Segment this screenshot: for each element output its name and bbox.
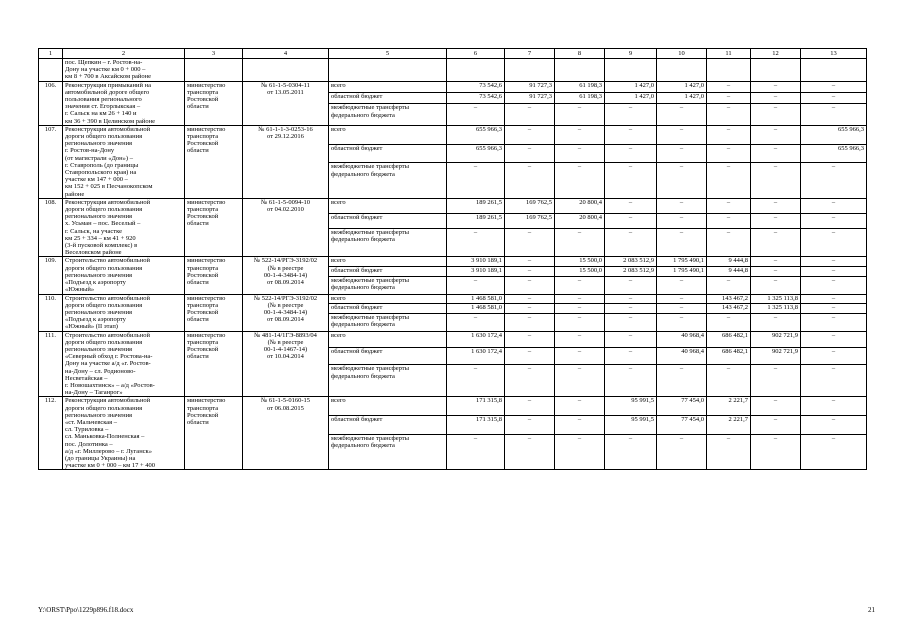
amount-cell: – <box>605 276 657 294</box>
empty-cell <box>751 59 801 82</box>
document-path: Y:\ORST\Ppo\1229p896.f18.docx <box>38 606 134 614</box>
amount-cell: 20 800,4 <box>555 213 605 228</box>
amount-cell: 655 966,3 <box>801 125 867 144</box>
amount-cell: – <box>447 163 505 198</box>
amount-cell: 189 261,5 <box>447 213 505 228</box>
amount-cell: – <box>707 213 751 228</box>
amount-cell: – <box>801 331 867 348</box>
amount-cell: – <box>801 365 867 397</box>
amount-cell: – <box>801 276 867 294</box>
amount-cell: 61 198,3 <box>555 93 605 104</box>
amount-cell: – <box>447 229 505 257</box>
funding-source: областной бюджет <box>329 144 447 163</box>
row-number <box>39 59 63 82</box>
amount-cell: 143 467,2 <box>707 294 751 304</box>
row-number: 109. <box>39 257 63 294</box>
header-cell: 8 <box>555 49 605 59</box>
amount-cell: – <box>707 163 751 198</box>
header-cell: 4 <box>243 49 329 59</box>
responsible-ministry: министерство транспорта Ростовской области <box>185 81 243 125</box>
continuation-row <box>39 59 867 82</box>
empty-cell <box>605 59 657 82</box>
amount-cell: 1 630 172,4 <box>447 348 505 365</box>
amount-cell: – <box>505 397 555 416</box>
amount-cell: – <box>505 257 555 267</box>
amount-cell: – <box>447 276 505 294</box>
funding-source: областной бюджет <box>329 267 447 277</box>
amount-cell: – <box>707 435 751 470</box>
amount-cell: – <box>751 93 801 104</box>
empty-cell <box>329 59 447 82</box>
amount-cell: – <box>707 313 751 331</box>
amount-cell: – <box>707 144 751 163</box>
amount-cell: – <box>751 198 801 213</box>
amount-cell: – <box>447 104 505 125</box>
amount-cell: – <box>657 294 707 304</box>
amount-cell: – <box>555 104 605 125</box>
amount-cell: – <box>555 144 605 163</box>
row-number: 106. <box>39 81 63 125</box>
amount-cell: 9 444,8 <box>707 257 751 267</box>
amount-cell: – <box>505 304 555 314</box>
amount-cell: – <box>505 144 555 163</box>
amount-cell: – <box>707 93 751 104</box>
project-name: Реконструкция автомобильной дороги общего пользования регионального значения х. Усьман – пос. Веселый – г. Сальск, на участке км 25 + 334 – км 41 + 920 (3-й пусковой комплекс) в Веселовском районе <box>63 198 185 257</box>
amount-cell: – <box>505 313 555 331</box>
amount-cell: 1 427,0 <box>657 81 707 92</box>
amount-cell: – <box>605 104 657 125</box>
amount-cell: 1 795 490,1 <box>657 267 707 277</box>
funding-source: межбюджетные трансферты федерального бюджета <box>329 104 447 125</box>
amount-cell: – <box>801 397 867 416</box>
header-cell: 13 <box>801 49 867 59</box>
amount-cell: – <box>605 213 657 228</box>
empty-cell <box>447 59 505 82</box>
amount-cell: 171 315,8 <box>447 416 505 435</box>
amount-cell: – <box>555 276 605 294</box>
amount-cell: – <box>751 163 801 198</box>
amount-cell: 1 468 581,0 <box>447 304 505 314</box>
amount-cell: – <box>751 416 801 435</box>
project-row <box>39 331 867 348</box>
amount-cell: 902 721,9 <box>751 331 801 348</box>
header-cell: 2 <box>63 49 185 59</box>
amount-cell: 1 427,0 <box>605 93 657 104</box>
amount-cell: – <box>657 163 707 198</box>
table-body <box>39 59 867 470</box>
amount-cell: 655 966,3 <box>447 144 505 163</box>
amount-cell: 77 454,0 <box>657 416 707 435</box>
amount-cell: – <box>505 416 555 435</box>
funding-source: всего <box>329 125 447 144</box>
empty-cell <box>801 59 867 82</box>
amount-cell: – <box>657 313 707 331</box>
amount-cell: 2 083 512,9 <box>605 267 657 277</box>
header-cell: 3 <box>185 49 243 59</box>
row-number: 112. <box>39 397 63 470</box>
empty-cell <box>185 59 243 82</box>
approval-document: № 522-14/РГЭ-3192/02 (№ в реестре 00-1-4-3484-14) от 08.09.2014 <box>243 294 329 331</box>
approval-document: № 61-1-1-3-0253-16 от 29.12.2016 <box>243 125 329 198</box>
amount-cell: – <box>555 435 605 470</box>
amount-cell: – <box>447 435 505 470</box>
amount-cell: – <box>751 104 801 125</box>
amount-cell: – <box>751 257 801 267</box>
amount-cell: – <box>751 397 801 416</box>
funding-source: областной бюджет <box>329 93 447 104</box>
amount-cell: – <box>801 304 867 314</box>
amount-cell: 15 500,0 <box>555 257 605 267</box>
amount-cell: – <box>505 348 555 365</box>
amount-cell: – <box>447 365 505 397</box>
amount-cell: – <box>505 104 555 125</box>
page-number: 21 <box>868 606 875 614</box>
amount-cell: 1 325 113,8 <box>751 304 801 314</box>
amount-cell: 655 966,3 <box>447 125 505 144</box>
empty-cell <box>555 59 605 82</box>
funding-source: межбюджетные трансферты федерального бюджета <box>329 229 447 257</box>
approval-document: № 61-1-5-0160-15 от 06.08.2015 <box>243 397 329 470</box>
amount-cell: – <box>751 81 801 92</box>
project-name: пос. Щепкин – г. Ростов-на- Дону на участке км 0 + 000 – км 8 + 700 в Аксайском районе <box>63 59 185 82</box>
amount-cell: – <box>555 397 605 416</box>
funding-source: областной бюджет <box>329 348 447 365</box>
amount-cell: 1 468 581,0 <box>447 294 505 304</box>
amount-cell: – <box>707 229 751 257</box>
empty-cell <box>243 59 329 82</box>
amount-cell: 171 315,8 <box>447 397 505 416</box>
amount-cell: – <box>605 435 657 470</box>
amount-cell: – <box>801 348 867 365</box>
amount-cell: – <box>751 229 801 257</box>
amount-cell: – <box>657 213 707 228</box>
funding-source: межбюджетные трансферты федерального бюджета <box>329 435 447 470</box>
amount-cell: – <box>707 198 751 213</box>
amount-cell: – <box>751 144 801 163</box>
header-cell: 1 <box>39 49 63 59</box>
header-cell: 7 <box>505 49 555 59</box>
amount-cell: – <box>505 125 555 144</box>
row-number: 108. <box>39 198 63 257</box>
amount-cell: – <box>801 213 867 228</box>
amount-cell: – <box>707 365 751 397</box>
project-row <box>39 257 867 267</box>
amount-cell: – <box>801 257 867 267</box>
amount-cell: 655 966,3 <box>801 144 867 163</box>
responsible-ministry: министерство транспорта Ростовской области <box>185 331 243 397</box>
row-number: 111. <box>39 331 63 397</box>
amount-cell: – <box>801 229 867 257</box>
amount-cell: – <box>505 163 555 198</box>
amount-cell: 9 444,8 <box>707 267 751 277</box>
amount-cell: – <box>555 348 605 365</box>
amount-cell: – <box>801 81 867 92</box>
amount-cell: – <box>555 125 605 144</box>
header-cell: 10 <box>657 49 707 59</box>
approval-document: № 481-14/1ГЭ-8893/04 (№ в реестре 00-1-4-1467-14) от 10.04.2014 <box>243 331 329 397</box>
project-name: Строительство автомобильной дороги общего пользования регионального значения «Подъезд к аэропорту «Южный» <box>63 257 185 294</box>
amount-cell: 95 991,5 <box>605 416 657 435</box>
amount-cell: – <box>605 198 657 213</box>
amount-cell: – <box>505 276 555 294</box>
amount-cell: – <box>801 435 867 470</box>
responsible-ministry: министерство транспорта Ростовской области <box>185 397 243 470</box>
amount-cell: – <box>707 125 751 144</box>
amount-cell: – <box>801 104 867 125</box>
header-cell: 6 <box>447 49 505 59</box>
amount-cell: – <box>605 229 657 257</box>
amount-cell: 2 083 512,9 <box>605 257 657 267</box>
amount-cell: – <box>801 313 867 331</box>
project-row <box>39 294 867 304</box>
amount-cell: – <box>751 435 801 470</box>
amount-cell: 686 482,1 <box>707 331 751 348</box>
funding-source: всего <box>329 81 447 92</box>
amount-cell: – <box>657 435 707 470</box>
amount-cell: – <box>555 229 605 257</box>
project-name: Реконструкция автомобильной дороги общего пользования регионального значения г. Ростов-на-Дону (от магистрали «Дон») – г. Ставрополь (до границы Ставропольского края) на участке км 147 + 000 – км 152 + 025 в Песчанокопском районе <box>63 125 185 198</box>
project-row <box>39 397 867 416</box>
amount-cell: – <box>605 294 657 304</box>
amount-cell: 1 427,0 <box>657 93 707 104</box>
amount-cell: 2 221,7 <box>707 397 751 416</box>
amount-cell: – <box>801 416 867 435</box>
approval-document: № 61-1-5-0094-10 от 04.02.2010 <box>243 198 329 257</box>
funding-source: областной бюджет <box>329 416 447 435</box>
amount-cell: – <box>605 313 657 331</box>
amount-cell: – <box>801 294 867 304</box>
funding-source: всего <box>329 331 447 348</box>
amount-cell: – <box>657 144 707 163</box>
funding-source: межбюджетные трансферты федерального бюджета <box>329 276 447 294</box>
funding-source: всего <box>329 198 447 213</box>
funding-source: всего <box>329 397 447 416</box>
amount-cell: – <box>555 365 605 397</box>
amount-cell: – <box>801 198 867 213</box>
responsible-ministry: министерство транспорта Ростовской области <box>185 198 243 257</box>
amount-cell: – <box>751 267 801 277</box>
funding-source: всего <box>329 257 447 267</box>
amount-cell: – <box>707 104 751 125</box>
header-cell: 12 <box>751 49 801 59</box>
amount-cell: – <box>555 163 605 198</box>
header-cell: 5 <box>329 49 447 59</box>
amount-cell: – <box>555 416 605 435</box>
amount-cell: 40 968,4 <box>657 331 707 348</box>
amount-cell: – <box>555 313 605 331</box>
amount-cell: – <box>657 276 707 294</box>
amount-cell: – <box>505 229 555 257</box>
amount-cell: – <box>751 213 801 228</box>
amount-cell: – <box>801 93 867 104</box>
amount-cell: 15 500,0 <box>555 267 605 277</box>
amount-cell: – <box>657 229 707 257</box>
row-number: 107. <box>39 125 63 198</box>
row-number: 110. <box>39 294 63 331</box>
amount-cell: 1 630 172,4 <box>447 331 505 348</box>
amount-cell: 91 727,3 <box>505 81 555 92</box>
amount-cell: – <box>707 81 751 92</box>
amount-cell: – <box>505 331 555 348</box>
amount-cell: – <box>605 365 657 397</box>
amount-cell: 40 968,4 <box>657 348 707 365</box>
amount-cell: 143 467,2 <box>707 304 751 314</box>
funding-source: межбюджетные трансферты федерального бюджета <box>329 163 447 198</box>
funding-source: межбюджетные трансферты федерального бюджета <box>329 313 447 331</box>
amount-cell: 73 542,6 <box>447 81 505 92</box>
budget-table-sheet <box>38 48 866 470</box>
responsible-ministry: министерство транспорта Ростовской области <box>185 125 243 198</box>
amount-cell: 902 721,9 <box>751 348 801 365</box>
header-cell: 9 <box>605 49 657 59</box>
funding-source: всего <box>329 294 447 304</box>
amount-cell: 3 910 189,1 <box>447 257 505 267</box>
budget-table <box>38 48 867 470</box>
amount-cell: – <box>657 104 707 125</box>
amount-cell: – <box>751 125 801 144</box>
project-name: Строительство автомобильной дороги общего пользования регионального значения «Подъезд к аэропорту «Южный» (II этап) <box>63 294 185 331</box>
amount-cell: – <box>657 304 707 314</box>
amount-cell: – <box>751 276 801 294</box>
amount-cell: – <box>605 304 657 314</box>
amount-cell: – <box>605 331 657 348</box>
funding-source: межбюджетные трансферты федерального бюджета <box>329 365 447 397</box>
amount-cell: – <box>505 294 555 304</box>
empty-cell <box>657 59 707 82</box>
approval-document: № 61-1-5-0304-11 от 13.05.2011 <box>243 81 329 125</box>
empty-cell <box>505 59 555 82</box>
amount-cell: 77 454,0 <box>657 397 707 416</box>
amount-cell: – <box>751 313 801 331</box>
amount-cell: 20 800,4 <box>555 198 605 213</box>
amount-cell: – <box>447 313 505 331</box>
amount-cell: – <box>555 294 605 304</box>
project-row <box>39 198 867 213</box>
amount-cell: 95 991,5 <box>605 397 657 416</box>
funding-source: областной бюджет <box>329 304 447 314</box>
header-row <box>39 49 867 59</box>
amount-cell: – <box>605 144 657 163</box>
funding-source: областной бюджет <box>329 213 447 228</box>
amount-cell: – <box>555 304 605 314</box>
amount-cell: 2 221,7 <box>707 416 751 435</box>
approval-document: № 522-14/РГЭ-3192/02 (№ в реестре 00-1-4-3484-14) от 08.09.2014 <box>243 257 329 294</box>
amount-cell: 169 762,5 <box>505 198 555 213</box>
amount-cell: – <box>605 348 657 365</box>
project-row <box>39 125 867 144</box>
amount-cell: 1 795 490,1 <box>657 257 707 267</box>
amount-cell: – <box>751 365 801 397</box>
amount-cell: 1 427,0 <box>605 81 657 92</box>
amount-cell: 686 482,1 <box>707 348 751 365</box>
amount-cell: 61 198,3 <box>555 81 605 92</box>
amount-cell: – <box>505 435 555 470</box>
amount-cell: 3 910 189,1 <box>447 267 505 277</box>
responsible-ministry: министерство транспорта Ростовской области <box>185 294 243 331</box>
amount-cell: 189 261,5 <box>447 198 505 213</box>
project-name: Строительство автомобильной дороги общего пользования регионального значения «Северный обход г. Ростова-на- Дону на участке а/д «г. Ростов- на-Дону – сл. Родионово- Несветайская – г. Новошахтинск» – а/д «Ростов- на-Дону – Таганрог» <box>63 331 185 397</box>
amount-cell: – <box>505 365 555 397</box>
amount-cell: – <box>657 198 707 213</box>
amount-cell: – <box>707 276 751 294</box>
amount-cell: 1 325 113,8 <box>751 294 801 304</box>
header-cell: 11 <box>707 49 751 59</box>
amount-cell: – <box>555 331 605 348</box>
amount-cell: – <box>657 125 707 144</box>
amount-cell: – <box>801 267 867 277</box>
project-row <box>39 81 867 92</box>
amount-cell: – <box>605 163 657 198</box>
amount-cell: 169 762,5 <box>505 213 555 228</box>
responsible-ministry: министерство транспорта Ростовской области <box>185 257 243 294</box>
project-name: Реконструкция примыканий на автомобильной дороге общего пользования регионального значения ст. Егорлыкская – г. Сальск на км 26 + 140 и км 36 + 390 в Целинском районе <box>63 81 185 125</box>
amount-cell: – <box>505 267 555 277</box>
amount-cell: 73 542,6 <box>447 93 505 104</box>
project-name: Реконструкция автомобильной дороги общего пользования регионального значения «ст. Мальчевская – сл. Туриловка – сл. Маньковка-Полненская – пос. Долотинка – а/д «г. Миллерово – г. Луганск» (до границы Украины) на участке км 0 + 000 – км 17 + 400 <box>63 397 185 470</box>
empty-cell <box>707 59 751 82</box>
amount-cell: – <box>657 365 707 397</box>
amount-cell: – <box>801 163 867 198</box>
amount-cell: 91 727,3 <box>505 93 555 104</box>
amount-cell: – <box>605 125 657 144</box>
